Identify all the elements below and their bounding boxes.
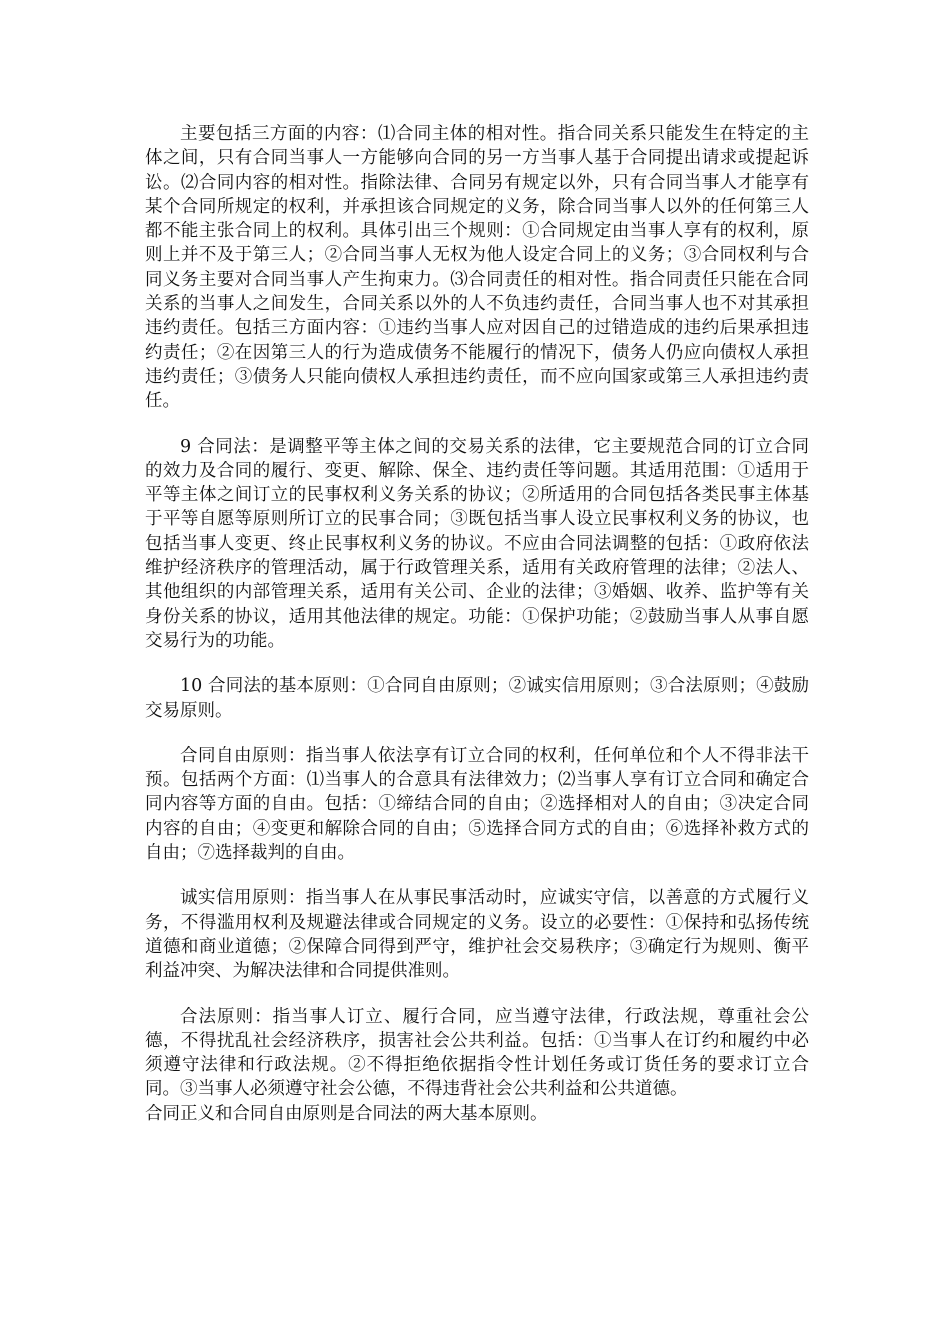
- paragraph-legality-principle: 合法原则：指当事人订立、履行合同，应当遵守法律，行政法规，尊重社会公德，不得扰乱社会经济秩序，损害社会公共利益。包括：①当事人在订约和履约中必须遵守法律和行政法规。②不得拒绝依据指令性计划任务或订货任务的要求订立合同。③当事人必须遵守社会公德，不得违背社会公共利益和公共道德。: [145, 1006, 809, 1100]
- paragraph-contract-law: 9 合同法：是调整平等主体之间的交易关系的法律，它主要规范合同的订立合同的效力及合同的履行、变更、解除、保全、违约责任等问题。其适用范围：①适用于平等主体之间订立的民事权利义务关系的协议；②所适用的合同包括各类民事主体基于平等自愿等原则所订立的民事合同；③既包括当事人设立民事权利义务的协议，也包括当事人变更、终止民事权利义务的协议。不应由合同法调整的包括：①政府依法维护经济秩序的管理活动，属于行政管理关系，适用有关政府管理的法律；②法人、其他组织的内部管理关系，适用有关公司、企业的法律；③婚姻、收养、监护等有关身份关系的协议，适用其他法律的规定。功能：①保护功能；②鼓励当事人从事自愿交易行为的功能。: [145, 436, 809, 651]
- paragraph-conclusion: 合同正义和合同自由原则是合同法的两大基本原则。: [145, 1103, 548, 1124]
- document-body: [145, 122, 809, 1126]
- paragraph-freedom-principle: 合同自由原则：指当事人依法享有订立合同的权利，任何单位和个人不得非法干预。包括两个方面：⑴当事人的合意具有法律效力；⑵当事人享有订立合同和确定合同内容等方面的自由。包括：①缔结合同的自由；②选择相对人的自由；③决定合同内容的自由；④变更和解除合同的自由；⑤选择合同方式的自由；⑥选择补救方式的自由；⑦选择裁判的自由。: [145, 745, 809, 864]
- paragraph-relativity: 主要包括三方面的内容：⑴合同主体的相对性。指合同关系只能发生在特定的主体之间，只有合同当事人一方能够向合同的另一方当事人基于合同提出请求或提起诉讼。⑵合同内容的相对性。指除法律、合同另有规定以外，只有合同当事人才能享有某个合同所规定的权利，并承担该合同规定的义务，除合同当事人以外的任何第三人都不能主张合同上的权利。具体引出三个规则：①合同规定由当事人享有的权利，原则上并不及于第三人；②合同当事人无权为他人设定合同上的义务；③合同权利与合同义务主要对合同当事人产生拘束力。⑶合同责任的相对性。指合同责任只能在合同关系的当事人之间发生，合同关系以外的人不负违约责任，合同当事人也不对其承担违约责任。包括三方面内容：①违约当事人应对因自己的过错造成的违约后果承担违约责任；②在因第三人的行为造成债务不能履行的情况下，债务人仍应向债权人承担违约责任；③债务人只能向债权人承担违约责任，而不应向国家或第三人承担违约责任。: [145, 124, 809, 412]
- paragraph-good-faith-principle: 诚实信用原则：指当事人在从事民事活动时，应诚实守信，以善意的方式履行义务，不得滥用权利及规避法律或合同规定的义务。设立的必要性：①保持和弘扬传统道德和商业道德；②保障合同得到严守，维护社会交易秩序；③确定行为规则、衡平利益冲突、为解决法律和合同提供准则。: [145, 888, 809, 982]
- paragraph-basic-principles: 10 合同法的基本原则：①合同自由原则；②诚实信用原则；③合法原则；④鼓励交易原则。: [145, 676, 809, 721]
